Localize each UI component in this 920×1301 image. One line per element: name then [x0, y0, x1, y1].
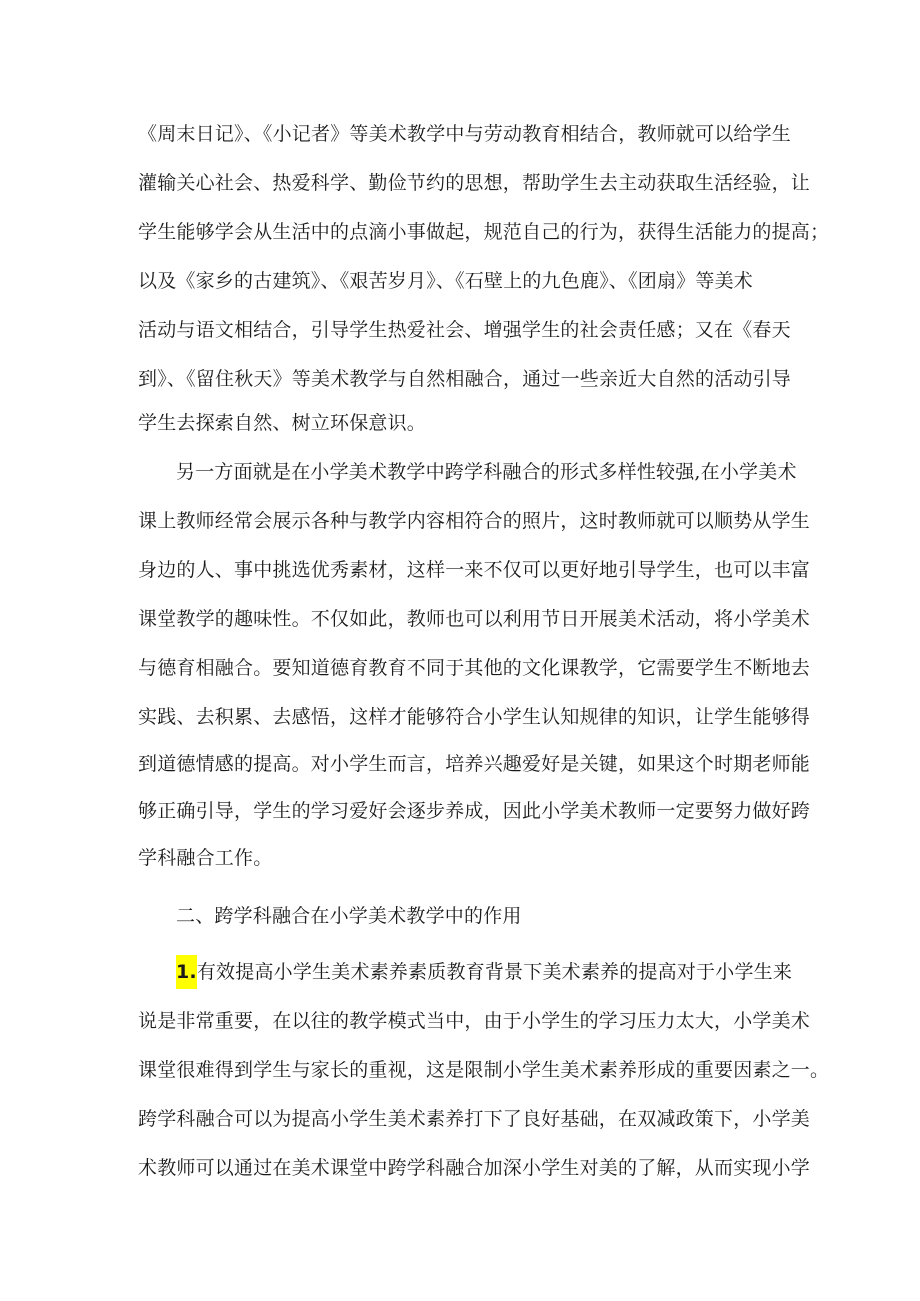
paragraph-2-line-6: 实践、去积累、去感悟，这样才能够符合小学生认知规律的知识，让学生能够得 [138, 706, 811, 728]
paragraph-3-line-5: 术教师可以通过在美术课堂中跨学科融合加深小学生对美的了解，从而实现小学 [138, 1157, 811, 1179]
paragraph-2-line-8: 够正确引导，学生的学习爱好会逐步养成，因此小学美术教师一定要努力做好跨 [138, 800, 811, 822]
paragraph-3-line-1-text: 有效提高小学生美术素养素质教育背景下美术素养的提高对于小学生来 [196, 961, 793, 983]
paragraph-3-line-1 [176, 960, 836, 984]
paragraph-2-line-4: 课堂教学的趣味性。不仅如此，教师也可以利用节日开展美术活动，将小学美术 [138, 608, 811, 630]
highlighted-list-marker: 1. [176, 955, 197, 989]
paragraph-3-line-3: 课堂很难得到学生与家长的重视，这是限制小学生美术素养形成的重要因素之一。 [138, 1059, 830, 1081]
paragraph-3-line-2: 说是非常重要，在以往的教学模式当中，由于小学生的学习压力太大，小学美术 [138, 1010, 811, 1032]
paragraph-2-line-5: 与德育相融合。要知道德育教育不同于其他的文化课教学，它需要学生不断地去 [138, 657, 811, 679]
paragraph-3-line-4: 跨学科融合可以为提高小学生美术素养打下了良好基础，在双减政策下，小学美 [138, 1108, 811, 1130]
paragraph-2-line-1: 另一方面就是在小学美术教学中跨学科融合的形式多样性较强,在小学美术 [176, 461, 797, 483]
paragraph-1-line-5: 活动与语文相结合，引导学生热爱社会、增强学生的社会责任感；又在《春天 [138, 319, 791, 341]
paragraph-2-line-2: 课上教师经常会展示各种与教学内容相符合的照片，这时教师就可以顺势从学生 [138, 510, 811, 532]
paragraph-2-line-3: 身边的人、事中挑选优秀素材，这样一来不仅可以更好地引导学生，也可以丰富 [138, 559, 811, 581]
paragraph-1-line-7: 学生去探索自然、树立环保意识。 [138, 412, 427, 434]
paragraph-1-line-2: 灌输关心社会、热爱科学、勤俭节约的思想，帮助学生去主动获取生活经验，让 [138, 172, 811, 194]
section-heading: 二、跨学科融合在小学美术教学中的作用 [176, 905, 522, 927]
paragraph-1-line-4: 以及《家乡的古建筑》、《艰苦岁月》、《石壁上的九色鹿》、《团扇》等美术 [138, 270, 754, 292]
paragraph-1-line-6: 到》、《留住秋天》等美术教学与自然相融合，通过一些亲近大自然的活动引导 [138, 368, 792, 390]
paragraph-2-line-7: 到道德情感的提高。对小学生而言，培养兴趣爱好是关键，如果这个时期老师能 [138, 753, 811, 775]
paragraph-1-line-1: 《周末日记》、《小记者》等美术教学中与劳动教育相结合，教师就可以给学生 [138, 123, 792, 145]
paragraph-1-line-3: 学生能够学会从生活中的点滴小事做起，规范自己的行为，获得生活能力的提高； [138, 221, 830, 243]
paragraph-2-line-9: 学科融合工作。 [138, 847, 273, 869]
